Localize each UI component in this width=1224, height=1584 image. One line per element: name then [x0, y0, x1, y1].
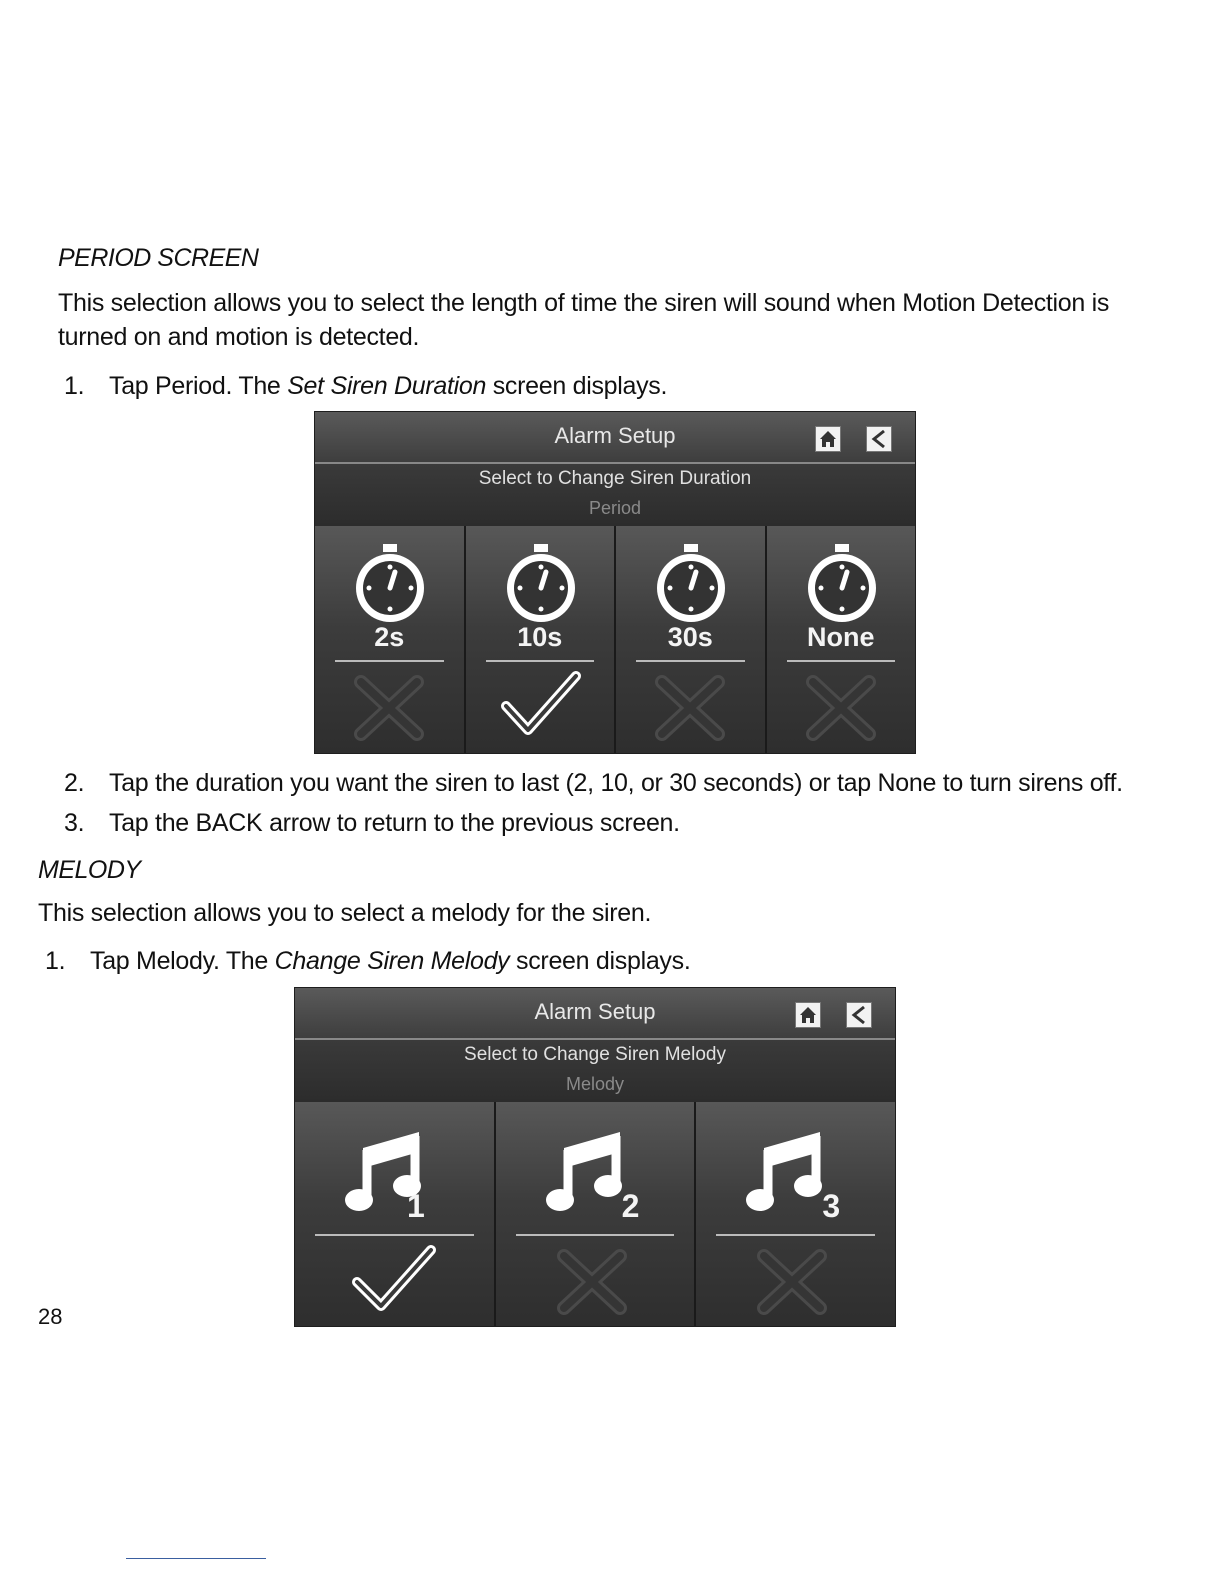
screen-subbar	[315, 464, 915, 526]
step-text: Tap the BACK arrow to return to the previous screen.	[109, 809, 680, 837]
divider	[636, 660, 745, 662]
divider	[787, 660, 896, 662]
music-note-icon	[546, 1120, 626, 1220]
period-intro	[58, 286, 1208, 354]
period-step-1	[64, 372, 667, 401]
stopwatch-icon	[805, 542, 879, 624]
x-icon	[556, 1248, 628, 1316]
music-note-icon	[746, 1120, 826, 1220]
step-screen-name: Set Siren Duration	[287, 372, 487, 400]
screen-subbar	[295, 1040, 895, 1102]
step-number: 3.	[64, 809, 85, 837]
home-icon	[796, 1003, 820, 1027]
duration-label: 2s	[374, 622, 405, 652]
x-icon	[353, 674, 425, 742]
melody-heading: MELODY	[38, 856, 141, 884]
period-screen-heading: PERIOD SCREEN	[58, 244, 259, 272]
page-number: 28	[38, 1304, 63, 1329]
screen-titlebar	[315, 412, 915, 464]
step-number: 2.	[64, 769, 85, 797]
back-arrow-icon	[867, 427, 891, 451]
stopwatch-icon	[654, 542, 728, 624]
stopwatch-icon	[353, 542, 427, 624]
step-text-end: screen displays.	[486, 372, 668, 400]
screen-title: Alarm Setup	[534, 999, 656, 1024]
step-number: 1.	[45, 947, 66, 975]
melody-number: 1	[407, 1188, 425, 1224]
melody-step-1	[45, 947, 690, 976]
melody-intro: This selection allows you to select a melody for the siren.	[38, 899, 652, 927]
melody-number: 2	[621, 1188, 640, 1224]
period-intro-line1: This selection allows you to select the length of time the siren will sound when Motion Detection is	[58, 289, 1110, 317]
back-button[interactable]	[866, 426, 892, 452]
checkmark-icon	[349, 1242, 439, 1316]
duration-options	[315, 526, 915, 753]
step-text: Tap the duration you want the siren to last (2, 10, or 30 seconds) or tap None to turn sirens off.	[109, 769, 1123, 797]
step-text-end: screen displays.	[509, 947, 691, 975]
x-icon	[756, 1248, 828, 1316]
checkmark-icon	[498, 668, 584, 740]
x-icon	[654, 674, 726, 742]
back-arrow-icon	[847, 1003, 871, 1027]
duration-label: 10s	[517, 622, 563, 652]
step-number: 1.	[64, 372, 85, 400]
divider	[335, 660, 444, 662]
divider	[315, 1234, 474, 1236]
screen-subtitle: Select to Change Siren Melody	[464, 1044, 726, 1065]
change-siren-melody-screen	[294, 987, 896, 1327]
x-icon	[805, 674, 877, 742]
melody-number: 3	[822, 1188, 841, 1224]
screen-current-setting: Melody	[565, 1074, 625, 1094]
footnote-rule	[126, 1558, 266, 1559]
duration-option-2s[interactable]	[315, 526, 464, 753]
divider	[486, 660, 595, 662]
step-text: Tap Melody. The	[90, 947, 275, 975]
melody-option-3[interactable]	[694, 1102, 895, 1326]
divider	[516, 1234, 675, 1236]
divider	[716, 1234, 875, 1236]
stopwatch-icon	[504, 542, 578, 624]
duration-label: 30s	[667, 622, 713, 652]
step-screen-name: Change Siren Melody	[274, 947, 510, 975]
home-button[interactable]	[815, 426, 841, 452]
duration-option-none[interactable]	[765, 526, 916, 753]
home-icon	[816, 427, 840, 451]
period-step-3	[64, 809, 680, 838]
set-siren-duration-screen	[314, 411, 916, 754]
screen-subtitle: Select to Change Siren Duration	[478, 468, 752, 489]
step-text: Tap Period. The	[109, 372, 288, 400]
melody-option-1[interactable]	[295, 1102, 494, 1326]
melody-options	[295, 1102, 895, 1326]
home-button[interactable]	[795, 1002, 821, 1028]
duration-label: None	[807, 622, 875, 652]
melody-option-2[interactable]	[494, 1102, 695, 1326]
screen-current-setting: Period	[588, 498, 642, 518]
period-step-2	[64, 769, 1123, 798]
duration-option-10s[interactable]	[464, 526, 615, 753]
duration-option-30s[interactable]	[614, 526, 765, 753]
period-intro-line2: turned on and motion is detected.	[58, 323, 420, 351]
screen-title: Alarm Setup	[554, 423, 676, 448]
screen-titlebar	[295, 988, 895, 1040]
back-button[interactable]	[846, 1002, 872, 1028]
